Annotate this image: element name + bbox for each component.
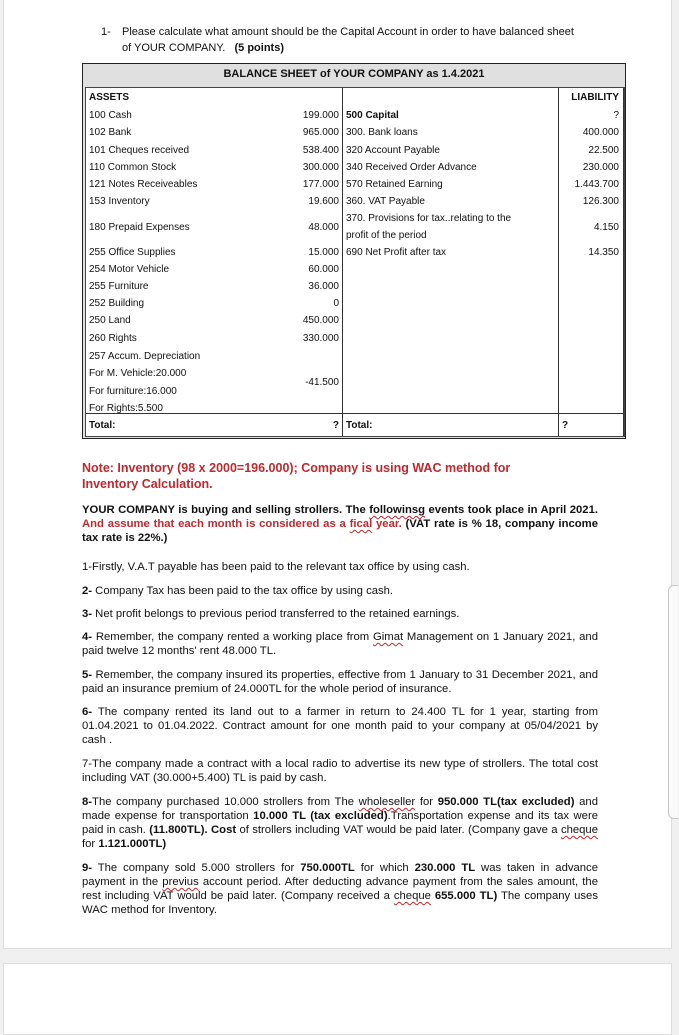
total-assets-value: ? <box>332 420 339 431</box>
liability-label: 690 Net Profit after tax <box>346 247 447 258</box>
asset-value: 48.000 <box>308 222 339 233</box>
asset-value: 60.000 <box>308 264 339 275</box>
asset-label: 101 Cheques received <box>89 145 190 156</box>
asset-label: 252 Building <box>89 298 145 309</box>
asset-label: 121 Notes Receiveables <box>89 179 198 190</box>
question-number: 1- <box>101 26 111 38</box>
asset-value: 36.000 <box>308 281 339 292</box>
liability-value: 230.000 <box>582 162 619 173</box>
depreciation-line: For Rights:5.500 <box>89 403 163 414</box>
event-7: 7-The company made a contract with a local radio to advertise its new type of strollers. The total cost including VAT (30.000+5.400) TL is paid by cash. <box>82 758 598 784</box>
liability-label: 320 Account Payable <box>346 145 440 156</box>
asset-label: 255 Furniture <box>89 281 149 292</box>
asset-value: 19.600 <box>308 196 339 207</box>
asset-label: 260 Rights <box>89 333 137 344</box>
liability-value: ? <box>613 110 619 121</box>
asset-label: 110 Common Stock <box>89 162 177 173</box>
event-9: 9- The company sold 5.000 strollers for 750.000TL for which 230.000 TL was taken in advance payment in the previus account period. After deducting advance payment from the sales amount, the rest including VAT would be paid later. (Company received a cheque 655.000 TL) The company uses WAC method for Inventory. <box>82 862 598 916</box>
depreciation-line: For M. Vehicle:20.000 <box>89 368 187 379</box>
asset-value: 330.000 <box>302 333 339 344</box>
balance-sheet-title: BALANCE SHEET of YOUR COMPANY as 1.4.2021 <box>223 68 485 80</box>
liability-label: 340 Received Order Advance <box>346 162 477 173</box>
event-8: 8-The company purchased 10.000 strollers from The wholeseller for 950.000 TL(tax excluded) and made expense for transportation 10.000 TL (tax excluded).Transportation expense and its tax were paid in cash. (11.800TL). Cost of strollers including VAT would be paid later. (Company gave a cheque for 1.121.000TL) <box>82 796 598 850</box>
next-page <box>3 963 672 1035</box>
intro-paragraph: YOUR COMPANY is buying and selling strollers. The followinsg events took place in April 2021. And assume that each month is considered as a fical year. (VAT rate is % 18, company income tax rate is 22%.) <box>82 504 598 544</box>
asset-value: 300.000 <box>302 162 339 173</box>
event-4: 4- Remember, the company rented a working place from Gimat Management on 1 January 2021, and paid twelve 12 months' rent 48.000 TL. <box>82 631 598 657</box>
question-text-line1: Please calculate what amount should be the Capital Account in order to have balanced sheet <box>122 26 574 38</box>
asset-value: 450.000 <box>302 315 339 326</box>
asset-label: 102 Bank <box>89 127 132 138</box>
asset-label: 250 Land <box>89 315 131 326</box>
total-liabilities-label: Total: <box>346 420 373 431</box>
asset-label: 100 Cash <box>89 110 132 121</box>
depreciation-line: For furniture:16.000 <box>89 386 177 397</box>
question-text-line2: of YOUR COMPANY. <box>122 42 226 54</box>
liability-value: 14.350 <box>588 247 619 258</box>
question-points: (5 points) <box>234 42 284 54</box>
asset-label: 180 Prepaid Expenses <box>89 222 190 233</box>
balance-sheet-table <box>82 63 626 439</box>
asset-value: 965.000 <box>302 127 339 138</box>
asset-label: 254 Motor Vehicle <box>89 264 170 275</box>
liability-label: 300. Bank loans <box>346 127 418 138</box>
assets-header: ASSETS <box>89 92 130 103</box>
liability-label: 570 Retained Earning <box>346 179 443 190</box>
event-6: 6- The company rented its land out to a farmer in return to 24.400 TL for 1 year, starting from 01.04.2021 to 01.04.2022. Contract amount for one month paid to your company at 05/04/2021 by cash . <box>82 706 598 746</box>
liability-value: 22.500 <box>588 145 619 156</box>
asset-value: 0 <box>333 298 339 309</box>
liability-value: 4.150 <box>593 222 619 233</box>
event-3: 3- Net profit belongs to previous period transferred to the retained earnings. <box>82 608 460 620</box>
asset-value: 199.000 <box>302 110 339 121</box>
liability-label: 370. Provisions for tax..relating to the <box>346 213 512 224</box>
liability-label: profit of the period <box>346 230 427 241</box>
asset-value: 538.400 <box>302 145 339 156</box>
scrollbar[interactable] <box>668 585 678 819</box>
liability-value: 1.443.700 <box>574 179 619 190</box>
liability-value: 400.000 <box>582 127 619 138</box>
asset-value: 177.000 <box>302 179 339 190</box>
liability-value: 126.300 <box>582 196 619 207</box>
event-1: 1-Firstly, V.A.T payable has been paid to the relevant tax office by using cash. <box>82 561 470 573</box>
asset-label: 255 Office Supplies <box>89 247 176 258</box>
liability-label: 360. VAT Payable <box>346 196 425 207</box>
liability-header: LIABILITY <box>571 92 619 103</box>
total-liabilities-value: ? <box>562 420 569 431</box>
liability-label: 500 Capital <box>346 110 399 121</box>
inventory-note: Note: Inventory (98 x 2000=196.000); Company is using WAC method for Inventory Calculation. <box>82 461 511 491</box>
event-5: 5- Remember, the company insured its properties, effective from 1 January to 31 December 2021, and paid an insurance premium of 24.000TL for the whole period of insurance. <box>82 669 598 695</box>
depreciation-label: 257 Accum. Depreciation <box>89 351 201 362</box>
total-assets-label: Total: <box>89 420 116 431</box>
asset-value: 15.000 <box>308 247 339 258</box>
asset-label: 153 Inventory <box>89 196 150 207</box>
depreciation-value: -41.500 <box>305 377 339 388</box>
event-2: 2- Company Tax has been paid to the tax office by using cash. <box>82 585 394 597</box>
